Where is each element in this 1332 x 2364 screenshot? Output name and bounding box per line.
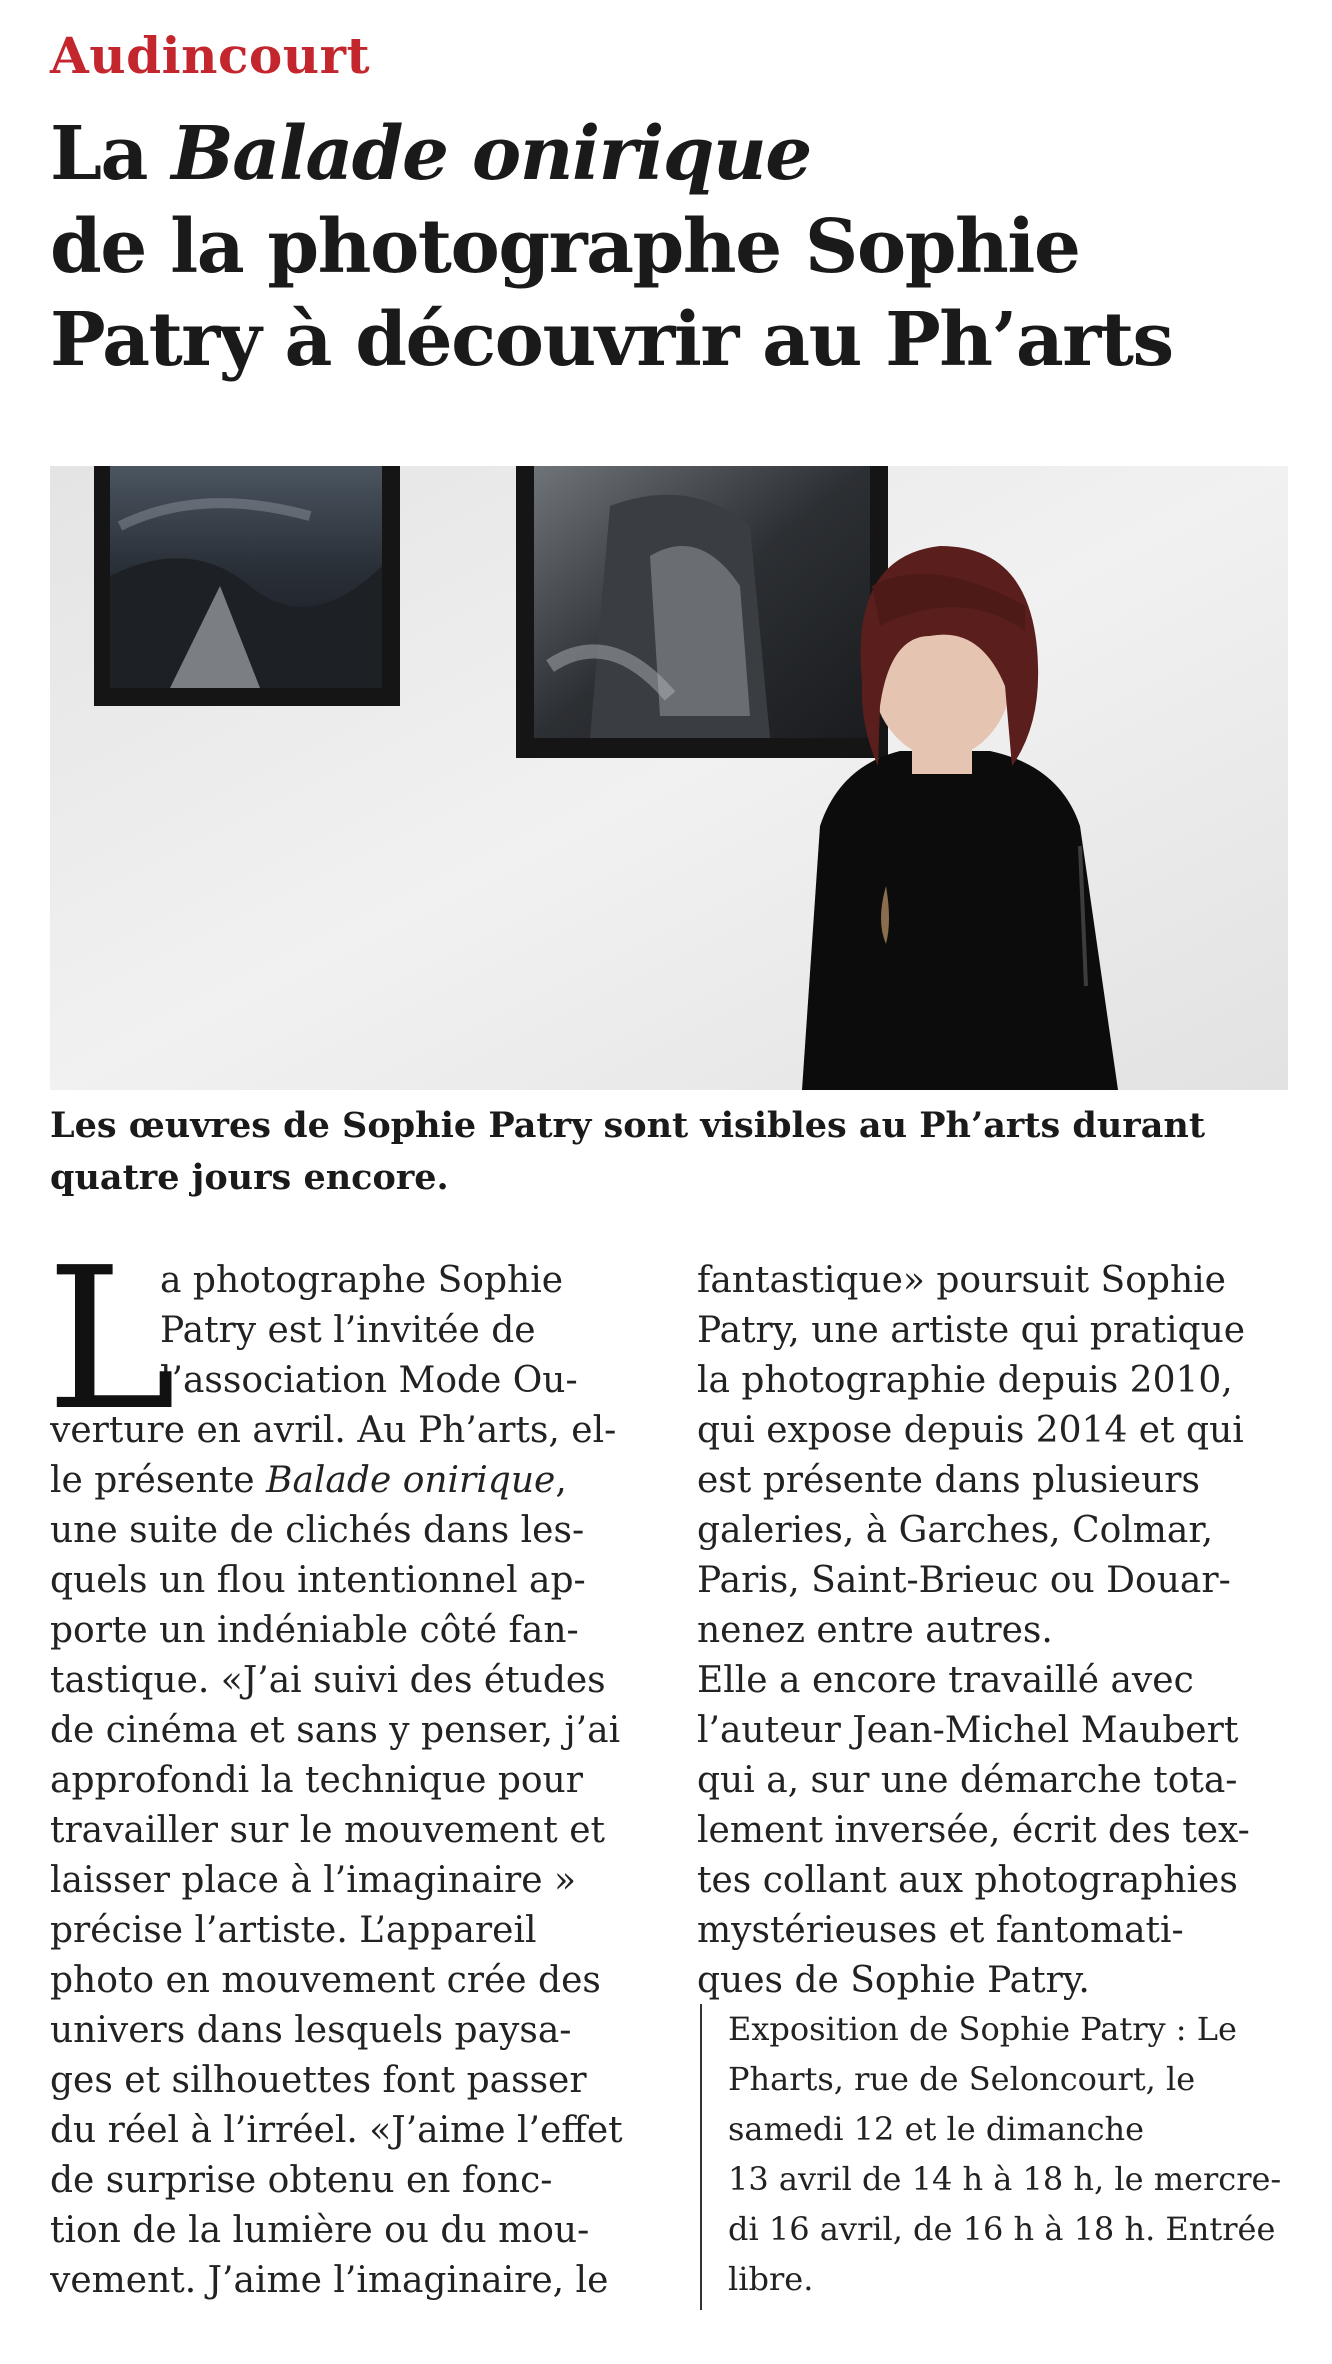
text-line: mystérieuses et fantomati-: [697, 1910, 1184, 1951]
text-line: précise l’artiste. L’appareil: [50, 1910, 537, 1951]
section-kicker: Audincourt: [50, 26, 371, 85]
text-line: qui expose depuis 2014 et qui: [697, 1410, 1244, 1451]
text-line: Pharts, rue de Seloncourt, le: [728, 2060, 1196, 2098]
text-line: approfondi la technique pour: [50, 1760, 583, 1801]
text-line: galeries, à Garches, Colmar,: [697, 1510, 1214, 1551]
right-column-text: [697, 1256, 1292, 2006]
text-line: une suite de clichés dans les-: [50, 1510, 585, 1551]
text-line: Paris, Saint-Brieuc ou Douar-: [697, 1560, 1231, 1601]
text-line: travailler sur le mouvement et: [50, 1810, 605, 1851]
text-line: ges et silhouettes font passer: [50, 2060, 587, 2101]
text-line: qui a, sur une démarche tota-: [697, 1760, 1238, 1801]
body-column-right: [697, 1256, 1292, 2006]
text-line: Patry, une artiste qui pratique: [697, 1310, 1246, 1351]
headline-italic-title: Balade onirique: [171, 111, 811, 197]
text-line: du réel à l’irréel. «J’aime l’effet: [50, 2110, 623, 2151]
article-headline: [50, 108, 1300, 387]
gallery-photo-illustration: [50, 466, 1288, 1090]
photo-caption: [50, 1100, 1290, 1204]
text-line: Exposition de Sophie Patry : Le: [728, 2010, 1237, 2048]
text-line: samedi 12 et le dimanche: [728, 2110, 1145, 2148]
drop-cap: L: [46, 1226, 177, 1454]
headline-line-2: de la photographe Sophie: [50, 204, 1080, 290]
framed-photo-2: [516, 466, 888, 758]
caption-line: Les œuvres de Sophie Patry sont visibles au Ph’arts durant: [50, 1105, 1206, 1146]
text-line: Patry est l’invitée de: [160, 1310, 536, 1351]
text-line: fantastique» poursuit Sophie: [697, 1260, 1226, 1301]
framed-photo-1: [94, 466, 400, 706]
exhibition-info-box: [700, 2004, 1300, 2310]
text-line: porte un indéniable côté fan-: [50, 1610, 579, 1651]
text-line: tastique. «J’ai suivi des études: [50, 1660, 606, 1701]
text-line: di 16 avril, de 16 h à 18 h. Entrée: [728, 2210, 1276, 2248]
text-line: l’association Mode Ou-: [160, 1360, 578, 1401]
text-line: la photographie depuis 2010,: [697, 1360, 1233, 1401]
text-line: vement. J’aime l’imaginaire, le: [50, 2260, 609, 2301]
text-line: a photographe Sophie: [160, 1260, 564, 1301]
text-line: lement inversée, écrit des tex-: [697, 1810, 1250, 1851]
text-line: libre.: [728, 2260, 814, 2298]
article-photo: [50, 466, 1288, 1090]
text-line: le présente Balade onirique,: [50, 1460, 567, 1501]
text-line: ques de Sophie Patry.: [697, 1960, 1090, 2001]
headline-line-1: [50, 108, 1300, 201]
text-line: laisser place à l’imaginaire »: [50, 1860, 577, 1901]
text-line: 13 avril de 14 h à 18 h, le mercre-: [728, 2160, 1282, 2198]
text-line: de surprise obtenu en fonc-: [50, 2160, 553, 2201]
text-line: quels un flou intentionnel ap-: [50, 1560, 586, 1601]
text-line: univers dans lesquels paysa-: [50, 2010, 572, 2051]
text-line: photo en mouvement crée des: [50, 1960, 601, 2001]
text-line: est présente dans plusieurs: [697, 1460, 1200, 1501]
info-text: [728, 2004, 1300, 2304]
headline-pre: La: [50, 111, 172, 197]
text-line: nenez entre autres.: [697, 1610, 1053, 1651]
text-line: verture en avril. Au Ph’arts, el-: [50, 1410, 617, 1451]
text-line: l’auteur Jean-Michel Maubert: [697, 1710, 1239, 1751]
headline-line-3: Patry à découvrir au Ph’arts: [50, 297, 1173, 383]
text-line: tes collant aux photographies: [697, 1860, 1238, 1901]
text-line: de cinéma et sans y penser, j’ai: [50, 1710, 621, 1751]
body-column-left: [46, 1226, 642, 2306]
text-line: Elle a encore travaillé avec: [697, 1660, 1194, 1701]
caption-line: quatre jours encore.: [50, 1157, 449, 1198]
text-line: tion de la lumière ou du mou-: [50, 2210, 590, 2251]
